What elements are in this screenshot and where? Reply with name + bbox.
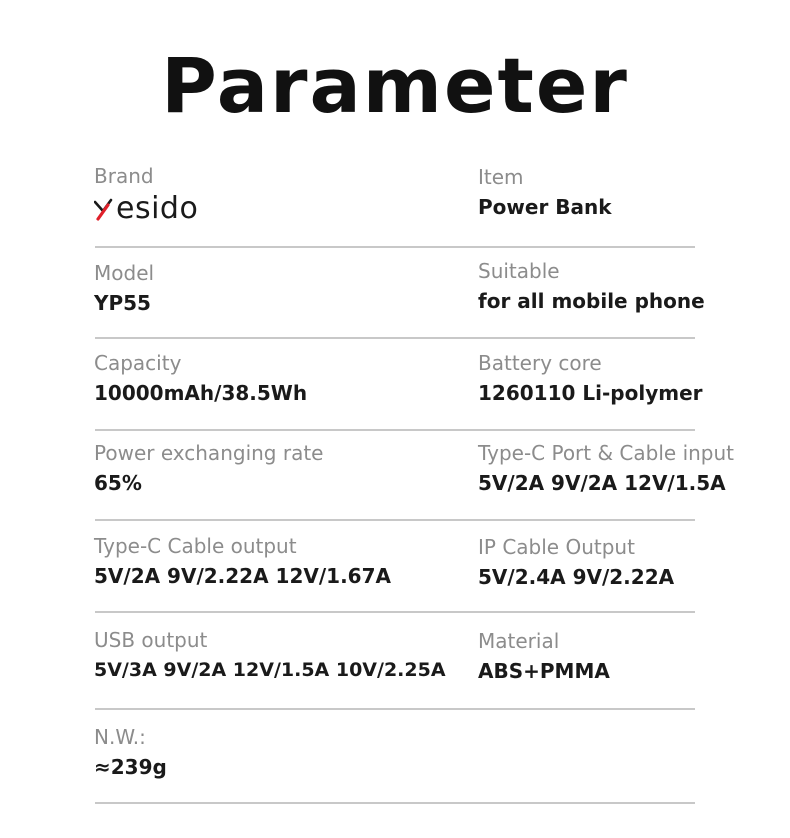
exchange-rate-value: 65% (94, 471, 142, 495)
suitable-value: for all mobile phone (478, 289, 705, 313)
capacity-label: Capacity (94, 351, 182, 375)
row-divider (95, 429, 695, 431)
param-model (94, 261, 374, 315)
typec-input-label: Type-C Port & Cable input (478, 441, 735, 465)
material-label: Material (478, 629, 560, 653)
brand-label: Brand (94, 164, 154, 188)
item-value: Power Bank (478, 195, 612, 219)
page-title: Parameter (161, 41, 629, 130)
param-typec-output (94, 534, 391, 588)
capacity-value: 10000mAh/38.5Wh (94, 381, 308, 405)
param-ip-output (478, 535, 778, 589)
usb-output-value: 5V/3A 9V/2A 12V/1.5A 10V/2.25A (94, 659, 446, 681)
row-divider (95, 708, 695, 710)
row-divider (95, 337, 695, 339)
row-divider (95, 802, 695, 804)
typec-output-label: Type-C Cable output (94, 534, 297, 558)
row-divider (95, 611, 695, 613)
model-value: YP55 (94, 291, 151, 315)
typec-output-value: 5V/2A 9V/2.22A 12V/1.67A (94, 564, 391, 588)
param-battery-core (478, 351, 778, 405)
yesido-y-icon (94, 197, 116, 221)
row-divider (95, 519, 695, 521)
param-item (478, 165, 778, 219)
param-exchange-rate (94, 441, 374, 495)
item-label: Item (478, 165, 524, 189)
param-suitable (478, 259, 778, 313)
param-usb-output (94, 628, 446, 682)
brand-logo (94, 192, 374, 226)
param-typec-input (478, 441, 778, 495)
material-value: ABS+PMMA (478, 659, 610, 683)
model-label: Model (94, 261, 155, 285)
net-weight-label: N.W.: (94, 725, 146, 749)
usb-output-label: USB output (94, 628, 208, 652)
battery-core-label: Battery core (478, 351, 602, 375)
exchange-rate-label: Power exchanging rate (94, 441, 324, 465)
typec-input-value: 5V/2A 9V/2A 12V/1.5A (478, 471, 726, 495)
param-capacity (94, 351, 374, 405)
ip-output-label: IP Cable Output (478, 535, 635, 559)
param-material (478, 629, 778, 683)
battery-core-value: 1260110 Li-polymer (478, 381, 703, 405)
row-divider (95, 246, 695, 248)
suitable-label: Suitable (478, 259, 560, 283)
param-net-weight (94, 725, 374, 779)
net-weight-value: ≈239g (94, 755, 167, 779)
brand-logo-text: esido (116, 191, 199, 226)
param-brand (94, 164, 374, 226)
ip-output-value: 5V/2.4A 9V/2.22A (478, 565, 675, 589)
